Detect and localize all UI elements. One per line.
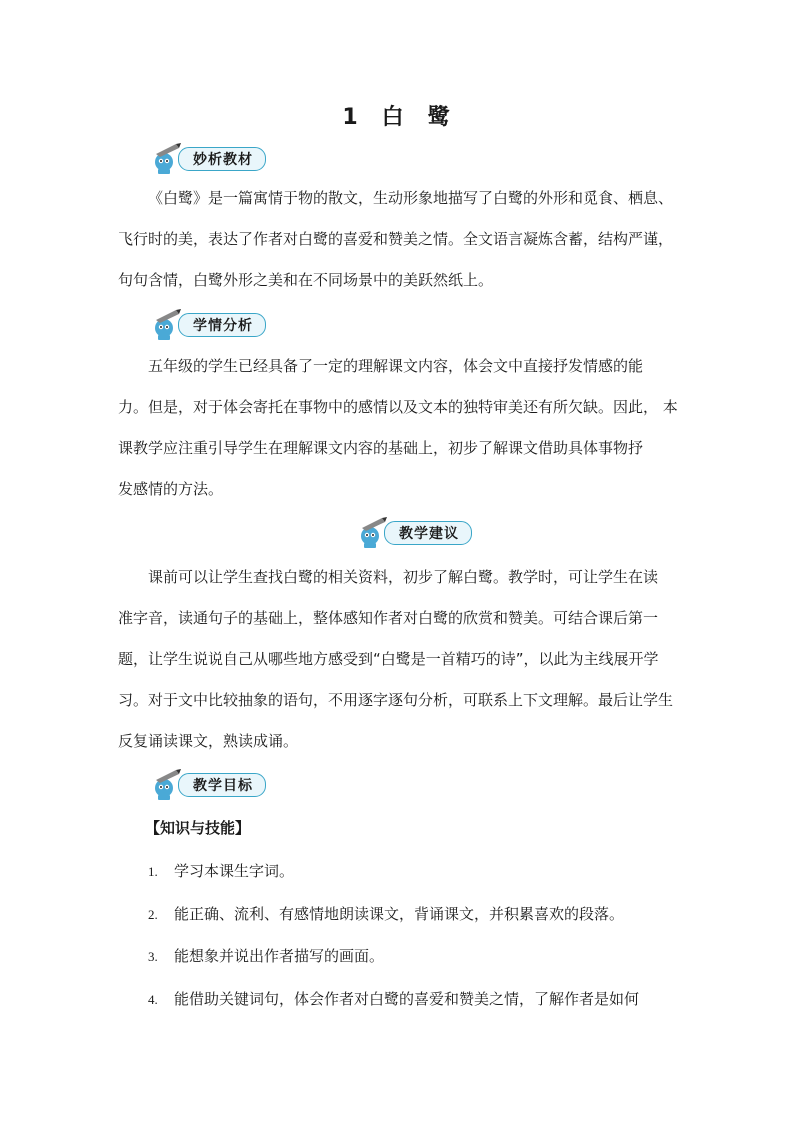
paragraph-learner-line-1: 五年级的学生已经具备了一定的理解课文内容，体会文中直接抒发情感的能: [148, 357, 644, 375]
paragraph-suggestions-line-2: 准字音，读通句子的基础上，整体感知作者对白鹭的欣赏和赞美。可结合课后第一: [118, 609, 659, 627]
paragraph-analysis-line-2: 飞行时的美，表达了作者对白鹭的喜爱和赞美之情。全文语言凝炼含蓄，结构严谨，: [118, 230, 674, 248]
objective-item: [148, 894, 708, 935]
objective-item: [148, 979, 708, 1020]
section-label: 妙析教材: [178, 147, 266, 171]
objective-text: 能正确、流利、有感情地朗读课文，背诵课文，并积累喜欢的段落。: [174, 905, 625, 923]
objective-number: 1.: [148, 864, 158, 879]
paragraph-suggestions-line-1: 课前可以让学生查找白鹭的相关资料，初步了解白鹭。教学时，可让学生在读: [148, 568, 659, 586]
pencil-mascot-icon: [150, 142, 184, 176]
title-char-2: 鹭: [427, 105, 452, 130]
objective-number: 3.: [148, 949, 158, 964]
pencil-mascot-icon: [150, 768, 184, 802]
pencil-mascot-icon: [150, 308, 184, 342]
objective-text: 学习本课生字词。: [174, 862, 295, 880]
objective-number: 2.: [148, 907, 158, 922]
section-heading-suggestions: [356, 516, 472, 550]
objective-number: 4.: [148, 992, 158, 1007]
paragraph-suggestions-line-4: 习。对于文中比较抽象的语句，不用逐字逐句分析，可联系上下文理解。最后让学生: [118, 691, 674, 709]
objective-item: [148, 851, 708, 892]
paragraph-suggestions-line-3: 题，让学生说说自己从哪些地方感受到“白鹭是一首精巧的诗”，以此为主线展开学: [118, 650, 659, 668]
paragraph-learner-line-3: 课教学应注重引导学生在理解课文内容的基础上，初步了解课文借助具体事物抒: [118, 439, 644, 457]
section-label: 教学目标: [178, 773, 266, 797]
objective-item: [148, 936, 708, 977]
page-title: [0, 100, 794, 131]
lesson-number: 1: [342, 105, 360, 130]
paragraph-learner-line-4: 发感情的方法。: [118, 480, 224, 498]
section-label: 教学建议: [384, 521, 472, 545]
section-heading-learner: [150, 308, 266, 342]
objective-text: 能借助关键词句，体会作者对白鹭的喜爱和赞美之情，了解作者是如何: [174, 990, 640, 1008]
objectives-subheading: 【知识与技能】: [145, 819, 251, 837]
paragraph-analysis-line-1: 《白鹭》是一篇寓情于物的散文，生动形象地描写了白鹭的外形和觅食、栖息、: [148, 189, 674, 207]
title-char-1: 白: [381, 105, 406, 130]
section-heading-objectives: [150, 768, 266, 802]
objective-text: 能想象并说出作者描写的画面。: [174, 947, 385, 965]
section-label: 学情分析: [178, 313, 266, 337]
paragraph-analysis-line-3: 句句含情，白鹭外形之美和在不同场景中的美跃然纸上。: [118, 271, 494, 289]
section-heading-analysis: [150, 142, 266, 176]
paragraph-suggestions-line-5: 反复诵读课文，熟读成诵。: [118, 732, 299, 750]
paragraph-learner-line-2: 力。但是，对于体会寄托在事物中的感情以及文本的独特审美还有所欠缺。因此， 本: [118, 398, 678, 416]
pencil-mascot-icon: [356, 516, 390, 550]
